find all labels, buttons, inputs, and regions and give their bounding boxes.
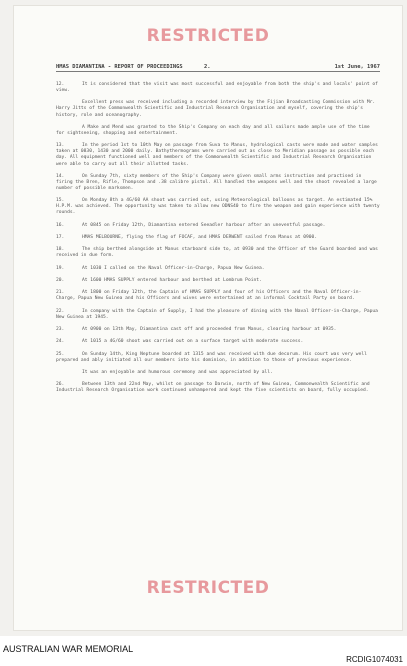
paragraph: 13. In the period 1st to 10th May on passage from Suva to Manus, hydrological casts were made and water samples taken at 0830, 1430 and 2000 daily. Bathythermograms were carried out as close to Meridian passage as possible each day. All equipment functioned well and members of the Commonwealth Scientific and Industrial Research Organisation were able to carry out all their allotted tasks.: [56, 143, 378, 167]
restricted-stamp-top: RESTRICTED: [146, 26, 270, 46]
document-page: [14, 6, 402, 630]
paragraph: 17. HMAS MELBOURNE, flying the flag of FOCAF, and HMAS DERWENT sailed from Manus at 0900.: [56, 235, 318, 240]
archive-footer: [0, 636, 407, 666]
paragraph: 18. The ship berthed alongside at Manus starboard side to, at 0930 and the Officer of the Guard boarded and was received in due form.: [56, 247, 378, 259]
paragraph: 21. At 1800 on Friday 12th, the Captain of HMAS SUPPLY and four of his Officers and the Naval Officer-in-Charge, Papua New Guinea and his Officers and wives were entertained at an informal Cocktail Party on board.: [56, 290, 362, 302]
page-number: 2.: [204, 64, 211, 70]
paragraph: 23. At 0900 on 13th May, Diamantina cast off and proceeded from Manus, clearing harbour at 0935.: [56, 326, 337, 332]
report-body: [56, 82, 380, 401]
paragraph: 20. At 1600 HMAS SUPPLY entered harbour and berthed at Lombrum Point.: [56, 277, 262, 283]
paragraph: 14. On Sunday 7th, sixty members of the Ship's Company were given small arms instruction and practised in firing the Bren, Rifle, Thompson and .38 calibre pistol. All handled the weapons well and the shoot revealed a large number of possible marksmen.: [56, 173, 377, 191]
archive-source: AUSTRALIAN WAR MEMORIAL: [3, 644, 134, 654]
paragraph: Excellent press was received including a recorded interview by the Fijian Broadcasting Commission with Mr. Harry Jitts of the Commonwealth Scientific and Industrial Research Organisation and myself, covering the ship's history, role and oceanography.: [56, 100, 376, 118]
paragraph: 19. At 1030 I called on the Naval Officer-in-Charge, Papua New Guinea.: [56, 265, 265, 271]
report-date: 1st June, 1967: [334, 64, 380, 70]
paragraph: 12. It is considered that the visit was most successful and enjoyable from both the ship's and locals' point of view.: [56, 82, 378, 94]
paragraph: It was an enjoyable and humorous ceremony and was appreciated by all.: [82, 369, 273, 375]
paragraph: 25. On Sunday 14th, King Neptune boarded at 1315 and was received with due decorum. His court was very well prepared and ably initiated all our members into his dominion, in addition to those of previous experience.: [56, 351, 367, 363]
archive-record-id: RCDIG1074031: [346, 655, 403, 664]
restricted-stamp-bottom: RESTRICTED: [146, 578, 270, 598]
paragraph: 24. At 1015 a 4G/60 shoot was carried out on a surface target with moderate success.: [56, 339, 304, 345]
paragraph: A Make and Mend was granted to the Ship's Company on each day and all sailors made ample use of the time for sightseeing, shopping and entertainment.: [56, 124, 370, 136]
paragraph: 22. In company with the Captain of Supply, I had the pleasure of dining with the Naval Officer-in-Charge, Papua New Guinea at 1945.: [56, 308, 378, 320]
report-header: [56, 64, 380, 72]
paragraph: 16. At 0845 on Friday 12th, Diamantina entered Seeadler harbour after an uneventful passage.: [56, 222, 326, 228]
paragraph: 26. Between 13th and 22nd May, whilst on passage to Darwin, north of New Guinea, Commonwealth Scientific and Industrial Research Organisation work continued unhampered and kept the five scientists on board, fully occupied.: [56, 382, 370, 394]
paragraph: 15. On Monday 8th a 4G/60 AA shoot was carried out, using Meteorological balloons as target. An estimated 15% H.P.M. was achieved. The opportunity was taken to allow new ODNS40 to fire the weapon and gain experience with twenty rounds.: [56, 198, 380, 216]
report-title: HMAS DIAMANTINA - REPORT OF PROCEEDINGS: [56, 64, 183, 70]
